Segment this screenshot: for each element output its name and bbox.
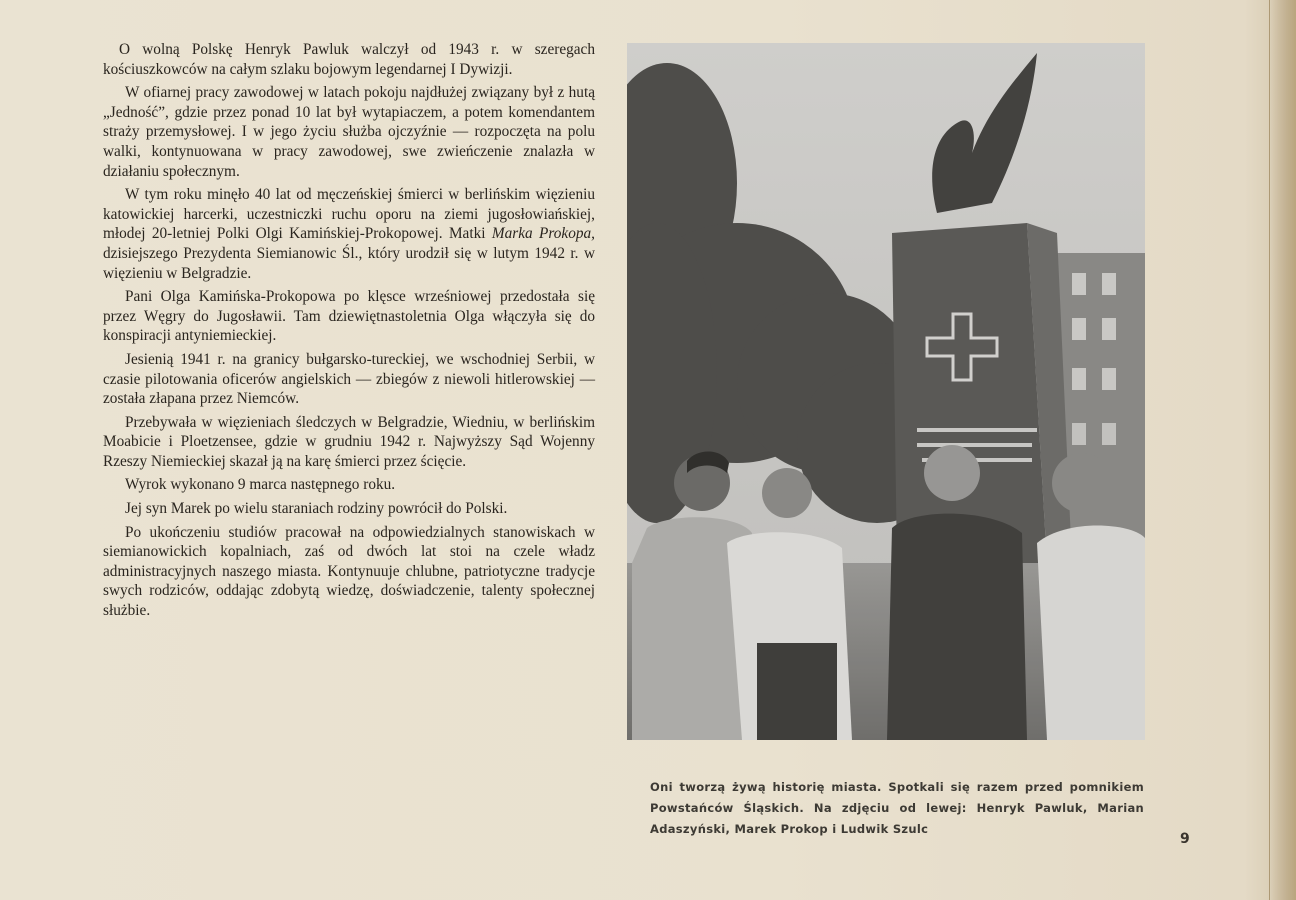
article-paragraph: Wyrok wykonano 9 marca następnego roku.: [125, 476, 396, 494]
article-paragraph: Po ukończeniu studiów pracował na odpowiedzialnych stanowiskach w siemianowickich kopalniach, zaś od dwóch lat stoi na czele władz administracyjnych naszego miasta. Kontynuuje chlubne, patriotyczne tradycje swych rodziców, oddając zdobytą wiedzę, doświadczenie, talenty społecznej służbie.: [103, 523, 595, 620]
article-paragraph: [103, 185, 595, 283]
article-paragraph: Pani Olga Kamińska-Prokopowa po klęsce wrześniowej przedostała się przez Węgry do Jugosławii. Tam dziewiętnastoletnia Olga włączyła się do konspiracji antyniemieckiej.: [103, 288, 595, 345]
page-spine-shadow: [1269, 0, 1296, 900]
page-number: 9: [1180, 831, 1190, 847]
article-text: dzisiejszego Prezydenta Siemianowic Śl., który urodził się w lutym 1942 r. w więzieniu w Belgradzie.: [103, 244, 595, 282]
article-paragraph: O wolną Polskę Henryk Pawluk walczył od 1943 r. w szeregach kościuszkowców na całym szlaku bojowym legendarnej I Dywizji.: [103, 41, 595, 78]
article-text-column: [103, 40, 595, 625]
article-paragraph: W ofiarnej pracy zawodowej w latach pokoju najdłużej związany był z hutą „Jedność”, gdzie przez ponad 10 lat był wytapiaczem, a potem komendantem straży przemysłowej. I w jego życiu służba ojczyźnie — rozpoczęta na polu walki, kontynuowana w pracy zawodowej, swe zwieńczenie znalazła w działaniu społecznym.: [103, 84, 595, 180]
article-paragraph: Przebywała w więzieniach śledczych w Belgradzie, Wiedniu, w berlińskim Moabicie i Ploetzensee, gdzie w grudniu 1942 r. Najwyższy Sąd Wojenny Rzeszy Niemieckiej skazał ją na karę śmierci przez ścięcie.: [103, 413, 595, 470]
person-name-italic: Marka Prokopa,: [491, 225, 595, 243]
monument-photo: [627, 43, 1145, 740]
article-text: W tym roku minęło 40 lat od męczeńskiej śmierci w berlińskim więzieniu katowickiej harcerki, uczestniczki ruchu oporu na ziemi jugosłowiańskiej, młodej 20-letniej Polki Olgi Kamińskiej-Prokopowej. Matki: [103, 186, 595, 243]
photo-caption: Oni tworzą żywą historię miasta. Spotkali się razem przed pomnikiem Powstańców Śląskich. Na zdjęciu od lewej: Henryk Pawluk, Marian Adaszyński, Marek Prokop i Ludwik Szulc: [650, 780, 1144, 836]
article-paragraph: Jej syn Marek po wielu staraniach rodziny powrócił do Polski.: [125, 500, 508, 518]
article-paragraph: Jesienią 1941 r. na granicy bułgarsko-tureckiej, we wschodniej Serbii, w czasie pilotowania oficerów angielskich — zbiegów z niewoli hitlerowskiej — została złapana przez Niemców.: [103, 350, 595, 408]
